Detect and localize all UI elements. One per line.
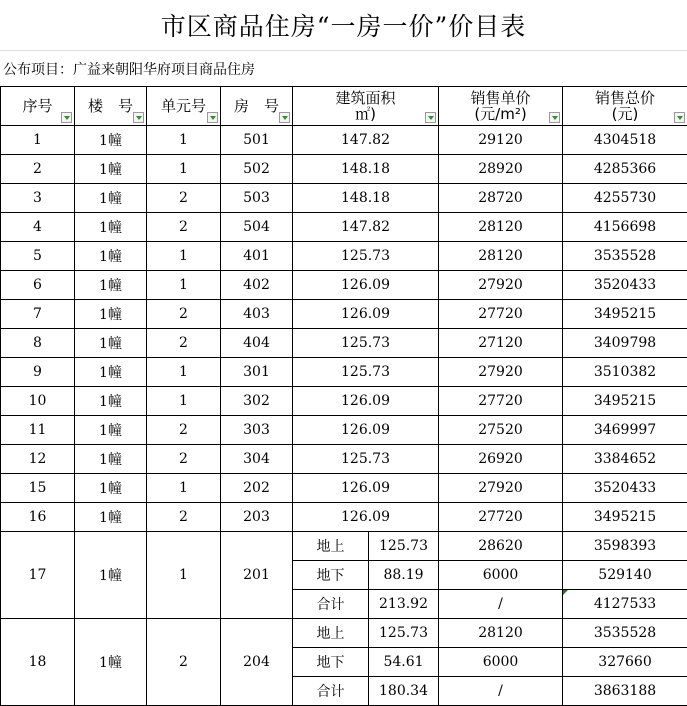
cell-area[interactable]: 126.09: [293, 503, 439, 532]
cell-room[interactable]: 402: [221, 271, 293, 300]
cell-unit[interactable]: 1: [147, 126, 221, 155]
cell-building[interactable]: 1幢: [75, 271, 147, 300]
cell-total-price[interactable]: 3535528: [563, 619, 687, 648]
cell-total-price[interactable]: 3863188: [563, 677, 687, 706]
cell-room[interactable]: 304: [221, 445, 293, 474]
cell-building[interactable]: 1幢: [75, 126, 147, 155]
header-seq-label: 序号: [22, 97, 52, 115]
cell-area[interactable]: 125.73: [369, 532, 439, 561]
cell-seq[interactable]: 16: [1, 503, 75, 532]
cell-total-price[interactable]: 3469997: [563, 416, 687, 445]
cell-unit-price[interactable]: 29120: [439, 126, 563, 155]
header-unit-price-line2: (元/m²): [439, 106, 562, 122]
cell-unit[interactable]: 1: [147, 387, 221, 416]
filter-dropdown-icon[interactable]: [279, 112, 290, 123]
cell-unit[interactable]: 1: [147, 474, 221, 503]
header-area: [293, 87, 439, 126]
header-building-label: 楼 号: [88, 97, 133, 115]
cell-building[interactable]: 1幢: [75, 474, 147, 503]
table-row: [1, 387, 687, 416]
cell-unit[interactable]: 2: [147, 329, 221, 358]
cell-unit-price[interactable]: 27520: [439, 416, 563, 445]
cell-indicator-icon: [563, 590, 568, 595]
table-row: [1, 329, 687, 358]
cell-room[interactable]: 503: [221, 184, 293, 213]
cell-area[interactable]: 147.82: [293, 126, 439, 155]
cell-unit-price[interactable]: /: [439, 677, 563, 706]
header-unit: [147, 87, 221, 126]
table-row: [1, 358, 687, 387]
cell-room[interactable]: 302: [221, 387, 293, 416]
cell-area[interactable]: 148.18: [293, 184, 439, 213]
cell-total-price[interactable]: 3495215: [563, 503, 687, 532]
cell-seq[interactable]: 11: [1, 416, 75, 445]
cell-unit[interactable]: 1: [147, 271, 221, 300]
cell-total-price[interactable]: 4285366: [563, 155, 687, 184]
header-total-price-line1: 销售总价: [563, 90, 687, 106]
cell-area[interactable]: 126.09: [293, 474, 439, 503]
cell-seq[interactable]: 6: [1, 271, 75, 300]
table-row: [1, 503, 687, 532]
cell-building[interactable]: 1幢: [75, 358, 147, 387]
cell-room[interactable]: 403: [221, 300, 293, 329]
cell-area[interactable]: 148.18: [293, 155, 439, 184]
table-row: [1, 445, 687, 474]
header-area-line2: ㎡): [293, 106, 438, 122]
cell-building[interactable]: 1幢: [75, 242, 147, 271]
cell-seq[interactable]: 10: [1, 387, 75, 416]
table-row: [1, 213, 687, 242]
cell-area[interactable]: 126.09: [293, 387, 439, 416]
cell-unit-price[interactable]: 28720: [439, 184, 563, 213]
table-row: [1, 155, 687, 184]
table-row: [1, 300, 687, 329]
cell-building[interactable]: 1幢: [75, 300, 147, 329]
cell-total-price[interactable]: 4255730: [563, 184, 687, 213]
cell-area-part-label[interactable]: 地下: [293, 561, 369, 590]
filter-dropdown-icon[interactable]: [133, 112, 144, 123]
cell-building[interactable]: 1幢: [75, 532, 147, 619]
cell-seq[interactable]: 15: [1, 474, 75, 503]
cell-seq[interactable]: 17: [1, 532, 75, 619]
cell-total-price[interactable]: 4304518: [563, 126, 687, 155]
cell-total-price[interactable]: [563, 590, 687, 619]
cell-unit[interactable]: 2: [147, 213, 221, 242]
cell-room[interactable]: 504: [221, 213, 293, 242]
cell-area[interactable]: 125.73: [293, 358, 439, 387]
cell-unit-price[interactable]: 27720: [439, 387, 563, 416]
cell-building[interactable]: 1幢: [75, 329, 147, 358]
cell-area[interactable]: 213.92: [369, 590, 439, 619]
cell-area-part-label[interactable]: 地下: [293, 648, 369, 677]
cell-room[interactable]: 201: [221, 532, 293, 619]
cell-seq[interactable]: 18: [1, 619, 75, 706]
table-row: [1, 271, 687, 300]
cell-room[interactable]: 301: [221, 358, 293, 387]
cell-area[interactable]: 126.09: [293, 416, 439, 445]
cell-area-part-label[interactable]: 合计: [293, 590, 369, 619]
cell-unit[interactable]: 1: [147, 155, 221, 184]
cell-area[interactable]: 126.09: [293, 300, 439, 329]
table-row: [1, 532, 687, 561]
cell-unit-price[interactable]: 28120: [439, 619, 563, 648]
page-title: 市区商品住房“一房一价”价目表: [0, 0, 687, 51]
cell-building[interactable]: 1幢: [75, 387, 147, 416]
cell-total-price[interactable]: 4156698: [563, 213, 687, 242]
cell-area[interactable]: 125.73: [293, 329, 439, 358]
cell-room[interactable]: 204: [221, 619, 293, 706]
cell-area[interactable]: 125.73: [369, 619, 439, 648]
project-name: 公布项目：广益来朝阳华府项目商品住房: [3, 52, 255, 86]
cell-building[interactable]: 1幢: [75, 503, 147, 532]
cell-building[interactable]: 1幢: [75, 619, 147, 706]
header-seq: [1, 87, 75, 126]
cell-unit[interactable]: 2: [147, 300, 221, 329]
table-row: [1, 474, 687, 503]
cell-unit[interactable]: 2: [147, 416, 221, 445]
cell-room[interactable]: 401: [221, 242, 293, 271]
cell-unit-price[interactable]: 27720: [439, 300, 563, 329]
cell-unit[interactable]: 2: [147, 619, 221, 706]
header-building: [75, 87, 147, 126]
cell-seq[interactable]: 4: [1, 213, 75, 242]
header-total-price: [563, 87, 687, 126]
cell-total-price[interactable]: 3384652: [563, 445, 687, 474]
cell-total-price[interactable]: 3535528: [563, 242, 687, 271]
cell-area[interactable]: 147.82: [293, 213, 439, 242]
header-room-label: 房 号: [234, 97, 279, 115]
cell-unit-price[interactable]: 26920: [439, 445, 563, 474]
cell-unit-price[interactable]: 27120: [439, 329, 563, 358]
cell-building[interactable]: 1幢: [75, 445, 147, 474]
header-total-price-line2: (元): [563, 106, 687, 122]
table-row: [1, 416, 687, 445]
cell-building[interactable]: 1幢: [75, 184, 147, 213]
header-unit-price: [439, 87, 563, 126]
filter-dropdown-icon[interactable]: [674, 112, 685, 123]
cell-unit-price[interactable]: 28620: [439, 532, 563, 561]
header-area-line1: 建筑面积: [293, 90, 438, 106]
cell-room[interactable]: 303: [221, 416, 293, 445]
header-unit-price-line1: 销售单价: [439, 90, 562, 106]
cell-total-price[interactable]: 3510382: [563, 358, 687, 387]
cell-unit-price[interactable]: 27920: [439, 271, 563, 300]
cell-unit-price[interactable]: 28920: [439, 155, 563, 184]
cell-area[interactable]: 125.73: [293, 445, 439, 474]
cell-area-part-label[interactable]: 地上: [293, 532, 369, 561]
cell-total-price[interactable]: 529140: [563, 561, 687, 590]
cell-building[interactable]: 1幢: [75, 155, 147, 184]
table-row: [1, 126, 687, 155]
cell-total-price[interactable]: 3598393: [563, 532, 687, 561]
filter-dropdown-icon[interactable]: [425, 112, 436, 123]
cell-area[interactable]: 125.73: [293, 242, 439, 271]
cell-total-price[interactable]: 3495215: [563, 387, 687, 416]
cell-room[interactable]: 501: [221, 126, 293, 155]
cell-unit-price[interactable]: 28120: [439, 213, 563, 242]
filter-dropdown-icon[interactable]: [61, 112, 72, 123]
table-row: [1, 619, 687, 648]
cell-unit[interactable]: 1: [147, 532, 221, 619]
cell-total-price[interactable]: 3409798: [563, 329, 687, 358]
cell-unit[interactable]: 2: [147, 503, 221, 532]
cell-seq[interactable]: 2: [1, 155, 75, 184]
cell-unit[interactable]: 1: [147, 358, 221, 387]
cell-unit-price[interactable]: 27720: [439, 503, 563, 532]
cell-room[interactable]: 404: [221, 329, 293, 358]
cell-seq[interactable]: 8: [1, 329, 75, 358]
cell-room[interactable]: 203: [221, 503, 293, 532]
cell-seq[interactable]: 5: [1, 242, 75, 271]
cell-area[interactable]: 54.61: [369, 648, 439, 677]
cell-unit-price[interactable]: 6000: [439, 648, 563, 677]
cell-total-price[interactable]: 3495215: [563, 300, 687, 329]
cell-area[interactable]: 88.19: [369, 561, 439, 590]
cell-building[interactable]: 1幢: [75, 213, 147, 242]
cell-unit[interactable]: 2: [147, 184, 221, 213]
cell-seq[interactable]: 7: [1, 300, 75, 329]
price-table: [0, 86, 687, 706]
cell-area[interactable]: 126.09: [293, 271, 439, 300]
cell-area[interactable]: 180.34: [369, 677, 439, 706]
cell-unit-price[interactable]: 6000: [439, 561, 563, 590]
cell-building[interactable]: 1幢: [75, 416, 147, 445]
cell-total-price[interactable]: 3520433: [563, 474, 687, 503]
header-room: [221, 87, 293, 126]
cell-area-part-label[interactable]: 合计: [293, 677, 369, 706]
cell-total-value: 4127533: [594, 596, 656, 612]
cell-unit-price[interactable]: 28120: [439, 242, 563, 271]
filter-dropdown-icon[interactable]: [207, 112, 218, 123]
cell-room[interactable]: 502: [221, 155, 293, 184]
cell-unit-price[interactable]: 27920: [439, 474, 563, 503]
filter-dropdown-icon[interactable]: [549, 112, 560, 123]
table-row: [1, 184, 687, 213]
cell-room[interactable]: 202: [221, 474, 293, 503]
cell-unit-price[interactable]: /: [439, 590, 563, 619]
table-row: [1, 242, 687, 271]
cell-unit[interactable]: 1: [147, 242, 221, 271]
header-unit-label: 单元号: [161, 97, 206, 115]
cell-unit[interactable]: 2: [147, 445, 221, 474]
cell-seq[interactable]: 9: [1, 358, 75, 387]
cell-unit-price[interactable]: 27920: [439, 358, 563, 387]
cell-area-part-label[interactable]: 地上: [293, 619, 369, 648]
header-row: [1, 87, 687, 126]
cell-seq[interactable]: 1: [1, 126, 75, 155]
cell-total-price[interactable]: 3520433: [563, 271, 687, 300]
cell-seq[interactable]: 12: [1, 445, 75, 474]
cell-seq[interactable]: 3: [1, 184, 75, 213]
cell-total-price[interactable]: 327660: [563, 648, 687, 677]
